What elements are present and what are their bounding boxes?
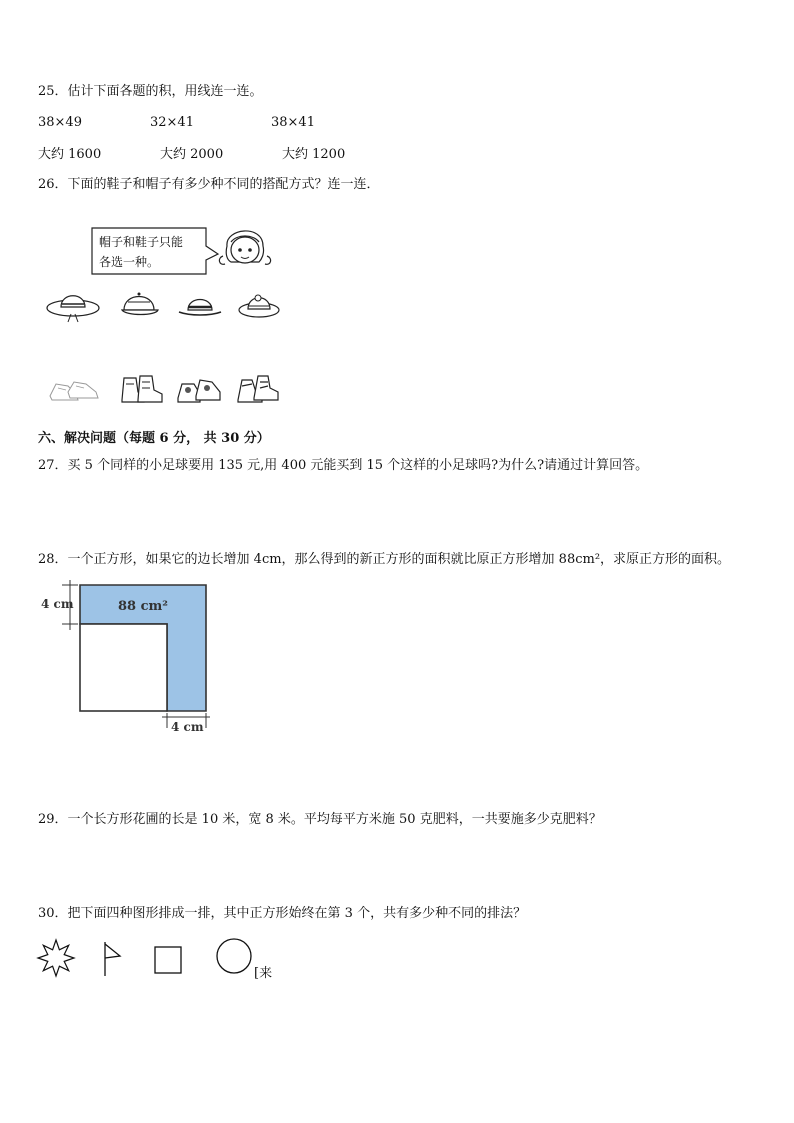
square-growth-figure bbox=[38, 580, 218, 732]
area-label: 88 cm² bbox=[118, 599, 168, 614]
square-icon bbox=[152, 944, 184, 976]
q25-estimate-2: 大约 2000 bbox=[160, 147, 224, 162]
flower-hat-icon bbox=[236, 286, 282, 322]
left-dimension-label: 4 cm bbox=[41, 597, 74, 611]
q30-text: 30．把下面四种图形排成一排，其中正方形始终在第 3 个，共有多少种不同的排法？ bbox=[38, 906, 527, 921]
original-square bbox=[80, 624, 167, 711]
sun-hat-icon bbox=[44, 284, 102, 324]
girl-icon bbox=[215, 220, 275, 280]
q26-text: 26．下面的鞋子和帽子有多少种不同的搭配方式？连一连． bbox=[38, 177, 380, 192]
q25-expression-1: 38×49 bbox=[38, 115, 82, 130]
section-title: 六、解决问题（每题 6 分， 共 30 分） bbox=[38, 431, 270, 446]
fedora-icon bbox=[176, 288, 224, 322]
hiking-boots-icon bbox=[234, 370, 282, 408]
speech-line-2: 各选一种。 bbox=[99, 255, 160, 269]
cap-icon bbox=[118, 286, 162, 322]
q28-text: 28．一个正方形，如果它的边长增加 4cm，那么得到的新正方形的面积就比原正方形增加 88cm²，求原正方形的面积。 bbox=[38, 552, 731, 567]
trailing-mark: [来 bbox=[254, 966, 273, 981]
boots-icon bbox=[116, 370, 166, 408]
bottom-dimension-label: 4 cm bbox=[171, 720, 204, 732]
q25-expression-3: 38×41 bbox=[271, 115, 315, 130]
q25-text: 25．估计下面各题的积，用线连一连。 bbox=[38, 84, 263, 99]
q29-text: 29．一个长方形花圃的长是 10 米，宽 8 米。平均每平方米施 50 克肥料，一共要施多少克肥料？ bbox=[38, 812, 602, 827]
star-icon bbox=[36, 938, 76, 978]
circle-icon bbox=[214, 936, 254, 976]
q25-estimate-1: 大约 1600 bbox=[38, 147, 102, 162]
sneakers-icon bbox=[46, 372, 102, 406]
q27-text: 27．买 5 个同样的小足球要用 135 元,用 400 元能买到 15 个这样的小足球吗?为什么?请通过计算回答。 bbox=[38, 458, 649, 473]
speech-line-1: 帽子和鞋子只能 bbox=[99, 235, 184, 249]
shoes-icon bbox=[174, 372, 224, 408]
flag-icon bbox=[100, 940, 126, 978]
q25-expression-2: 32×41 bbox=[150, 115, 194, 130]
q25-estimate-3: 大约 1200 bbox=[282, 147, 346, 162]
